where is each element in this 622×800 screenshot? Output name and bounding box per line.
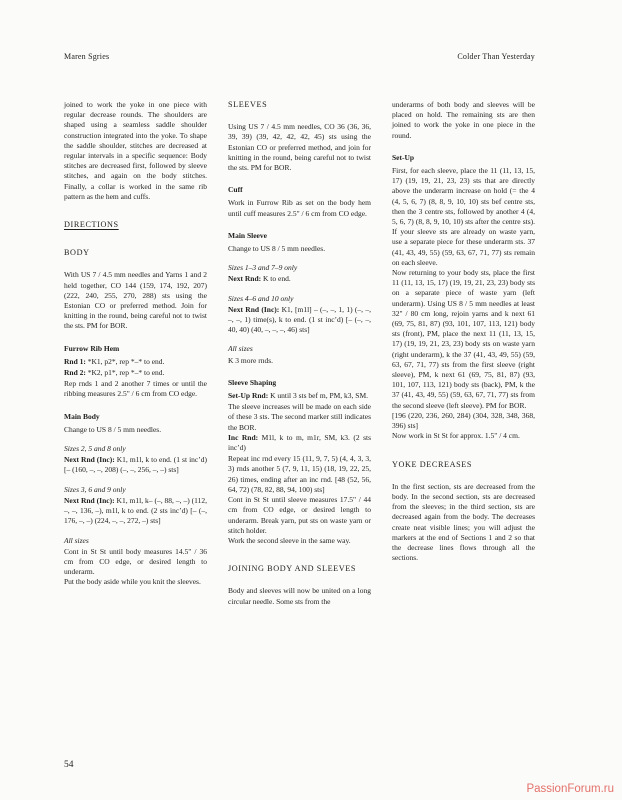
paragraph: Rep rnds 1 and 2 another 7 times or until the ribbing measures 2.5" / 6 cm from CO edge. [64, 379, 207, 399]
paragraph: Now work in St St for approx. 1.5" / 4 cm. [392, 431, 520, 441]
size-note: All sizes [228, 344, 253, 354]
instruction-label: Inc Rnd: [228, 432, 259, 442]
instruction-label: Next Rnd (Inc): [64, 495, 115, 505]
column-3 [392, 100, 535, 607]
instruction-label: Rnd 2: [64, 368, 86, 378]
instruction-line: Set-Up Rnd: K until 3 sts bef m, PM, k3, SM. [228, 391, 369, 401]
paragraph: First, for each sleeve, place the 11 (11, 13, 15, 17) (19, 19, 21, 23, 23) sts that are directly above the underarm increase on hold (= the 4 (4, 5, 6, 7) (8, 8, 9, 10, 10) sts bef centre sts, then the 3 centre sts, followed by another 4 (4, 5, 6, 7) (8, 8, 9, 10, 10) sts after the centre sts). If your sleeve sts are already on waste yarn, use a separate piece for these underarm sts. 37 (41, 43, 49, 55) (59, 63, 67, 71, 77) sts remain on each sleeve. [392, 166, 535, 267]
instruction-label: Next Rnd: [228, 274, 262, 284]
sub-heading: Set-Up [392, 152, 415, 162]
paragraph: Cont in St St until body measures 14.5" / 36 cm from CO edge, or desired length to underarm. [64, 546, 207, 577]
paragraph: underarms of both body and sleeves will be placed on hold. The remaining sts are then joined to work the yoke in one piece in the round. [392, 100, 535, 140]
instruction-line: Next Rnd (Inc): K1, m1l, k– (–, 88, –, –) (112, –, –, 136, –), m1l, k to end. (2 sts inc’d) [– (–, 176, –, –) (224, –, –, 272, –) sts] [64, 495, 207, 526]
sub-heading: Sleeve Shaping [228, 377, 277, 387]
paragraph: Work in Furrow Rib as set on the body hem until cuff measures 2.5" / 6 cm from CO edge. [228, 198, 371, 218]
instruction-line: Rnd 1: *K1, p2*, rep *–* to end. [64, 356, 165, 366]
sub-heading: Furrow Rib Hem [64, 343, 120, 353]
section-heading: YOKE DECREASES [392, 459, 473, 469]
instruction-line: Next Rnd: K to end. [228, 274, 291, 284]
section-heading: SLEEVES [228, 100, 268, 109]
size-note: Sizes 2, 5 and 8 only [64, 444, 126, 454]
paragraph: Work the second sleeve in the same way. [228, 535, 351, 545]
paragraph: Now returning to your body sts, place the first 11 (11, 13, 15, 17) (19, 19, 21, 23, 23) body sts on a separate piece of waste yarn (left underarm). Using US 8 / 5 mm needles at least 32" / 80 cm long, rejoin yarns and k next 61 (69, 75, 81, 87) (93, 101, 107, 113, 121) body sts (front), PM, place the next 11 (11, 13, 15, 17) (19, 19, 21, 23, 23) body sts on waste yarn (right underarm), k the 37 (41, 43, 49, 55) (59, 63, 67, 71, 77) sts from the first sleeve (right sleeve), PM, k next 61 (69, 75, 81, 87) (93, 101, 107, 113, 121) body sts (back), PM, k the 37 (41, 43, 49, 55) (59, 63, 67, 71, 77) sts from the second sleeve (left sleeve). PM for BOR. [392, 268, 535, 410]
paragraph: Repeat inc rnd every 15 (11, 9, 7, 5) (4, 4, 3, 3, 3) rnds another 5 (7, 9, 11, 15) (18, 19, 22, 25, 26) times, ending after an inc rnd. [48 (52, 56, 64, 72) (78, 82, 88, 94, 100) sts] [228, 454, 371, 494]
size-note: All sizes [64, 535, 89, 545]
paragraph: K 3 more rnds. [228, 355, 273, 365]
column-1 [64, 100, 207, 607]
paragraph: The sleeve increases will be made on each side of these 3 sts. The second marker still indicates the BOR. [228, 402, 371, 432]
running-header [64, 52, 535, 61]
instruction-label: Next Rnd (Inc): [228, 304, 280, 314]
section-heading: BODY [64, 248, 90, 258]
header-author: Maren Sgries [64, 52, 110, 61]
size-note: Sizes 4–6 and 10 only [228, 293, 294, 303]
instruction-label: Next Rnd (Inc): [64, 455, 115, 465]
page-content [64, 100, 535, 607]
paragraph: joined to work the yoke in one piece with regular decrease rounds. The shoulders are shaped using a seamless saddle shoulder construction integrated into the yoke. To shape the saddle shoulder, stitches are decreased at regular intervals in a specific sequence: Body stitches are decreased first, followed by sleeve stitches, and again on the body stitches. Finally, a collar is worked in the same rib pattern as the hem and cuffs. [64, 100, 207, 201]
size-note: Sizes 3, 6 and 9 only [64, 484, 126, 494]
instruction-line: Next Rnd (Inc): K1, m1l, k to end. (1 st inc’d) [– (160, –, –, 208) (–, –, 256, –, –) sts] [64, 455, 208, 475]
instruction-label: Rnd 1: [64, 356, 86, 366]
instruction-line: Rnd 2: *K2, p1*, rep *–* to end. [64, 368, 165, 378]
paragraph: Body and sleeves will now be united on a long circular needle. Some sts from the [228, 586, 371, 606]
instruction-line: Next Rnd (Inc): K1, [m1l] – (–, –, 1, 1) (–, –, –, –, 1) time(s), k to end. (1 st inc’d) [– (–, –, 40, 40) (40, –, –, –, 46) sts] [228, 304, 371, 335]
paragraph: In the first section, sts are decreased from the body. In the second section, sts are decreased from the sleeves; in the third section, sts are decreased again from the body. The decreases create neat visible lines; you will adjust the markers at the end of Sections 1 and 2 so that the decrease lines flows through all the sections. [392, 481, 535, 563]
paragraph: Using US 7 / 4.5 mm needles, CO 36 (36, 36, 39, 39) (39, 42, 42, 42, 45) sts using the Estonian CO or preferred method, and join for knitting in the round, being careful not to twist the sts. PM for BOR. [228, 122, 371, 173]
sub-heading: Main Sleeve [228, 230, 267, 240]
paragraph: Change to US 8 / 5 mm needles. [228, 244, 326, 254]
size-note: Sizes 1–3 and 7–9 only [228, 263, 298, 273]
column-2 [228, 100, 371, 607]
paragraph: Change to US 8 / 5 mm needles. [64, 424, 162, 434]
paragraph: Cont in St St until sleeve measures 17.5" / 44 cm from CO edge, or desired length to underarm. Break yarn, put sts on waste yarn or stitch holder. [228, 495, 371, 535]
paragraph: [196 (220, 236, 260, 284) (304, 328, 348, 368, 396) sts] [392, 410, 535, 431]
section-heading: JOINING BODY AND SLEEVES [228, 564, 357, 574]
sub-heading: Main Body [64, 411, 100, 421]
paragraph: Put the body aside while you knit the sleeves. [64, 577, 201, 587]
sub-heading: Cuff [228, 185, 243, 195]
header-title: Colder Than Yesterday [457, 52, 535, 61]
watermark: PassionForum.ru [526, 783, 614, 795]
paragraph: With US 7 / 4.5 mm needles and Yarns 1 and 2 held together, CO 144 (159, 174, 192, 207) (222, 240, 255, 270, 288) sts using the Estonian CO or preferred method. Join for knitting in the round, being careful not to twist the sts. PM for BOR. [64, 270, 207, 331]
instruction-label: Set-Up Rnd: [228, 391, 269, 401]
page-number: 54 [64, 760, 74, 770]
instruction-line: Inc Rnd: M1l, k to m, m1r, SM, k3. (2 sts inc’d) [228, 432, 371, 453]
section-title: DIRECTIONS [64, 220, 119, 230]
